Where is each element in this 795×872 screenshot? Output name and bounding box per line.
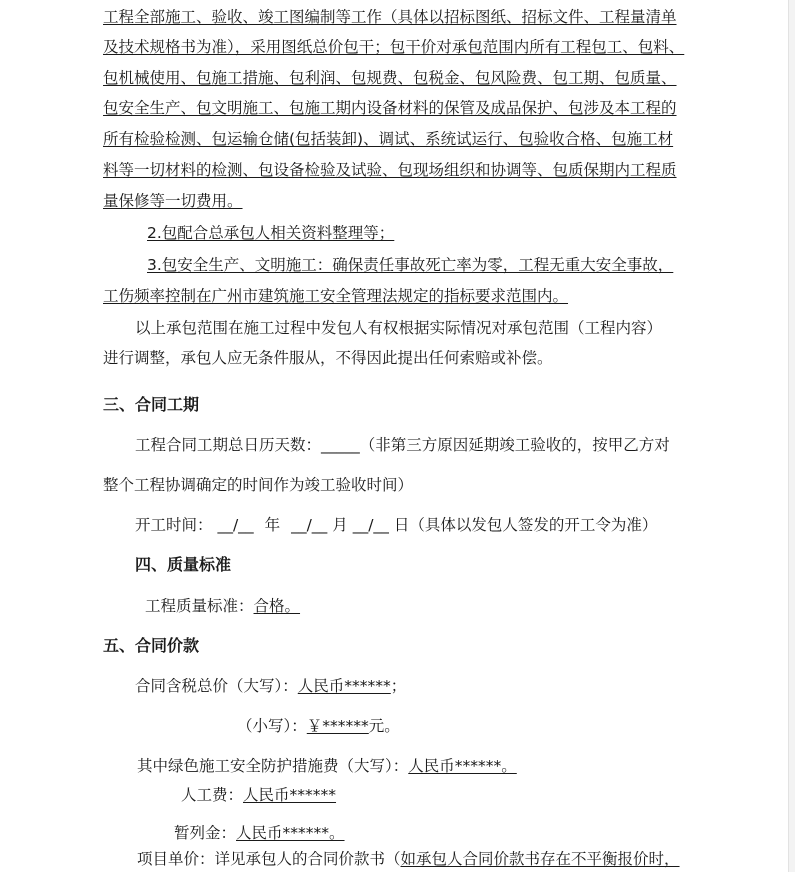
total-price-row bbox=[135, 676, 406, 696]
unit-price-row bbox=[137, 849, 680, 869]
start-blank-day: __/__ bbox=[352, 516, 389, 534]
duration-line-2: 整个工程协调确定的时间作为竣工验收时间） bbox=[103, 476, 414, 494]
total-price-label: 合同含税总价（大写）： bbox=[135, 677, 298, 695]
green-fee-value: 人民币******。 bbox=[408, 757, 517, 775]
start-blank-year: __/__ bbox=[217, 516, 254, 534]
scope-line-7: 量保修等一切费用。 bbox=[103, 192, 243, 210]
start-label: 开工时间： bbox=[135, 516, 213, 534]
section-5-heading: 五、合同价款 bbox=[103, 636, 200, 655]
item-3-line-1: 3.包安全生产、文明施工：确保责任事故死亡率为零，工程无重大安全事故， bbox=[147, 256, 674, 274]
scope-line-1: 工程全部施工、验收、竣工图编制等工作（具体以招标图纸、招标文件、工程量清单 bbox=[103, 8, 677, 26]
section-4-heading: 四、质量标准 bbox=[135, 555, 232, 574]
quality-value: 合格。 bbox=[253, 597, 301, 615]
provisional-value: 人民币******。 bbox=[236, 824, 345, 842]
quality-row bbox=[145, 596, 300, 616]
unit-price-value: 如承包人合同价款书存在不平衡报价时， bbox=[400, 850, 680, 868]
labor-fee-row bbox=[181, 785, 336, 805]
green-fee-label: 其中绿色施工安全防护措施费（大写）： bbox=[137, 757, 409, 775]
green-fee-row bbox=[137, 756, 517, 776]
adjust-line-2: 进行调整，承包人应无条件服从，不得因此提出任何索赔或补偿。 bbox=[103, 349, 553, 367]
item-3-line-2: 工伤频率控制在广州市建筑施工安全管理法规定的指标要求范围内。 bbox=[103, 287, 569, 305]
item-2: 2.包配合总承包人相关资料整理等； bbox=[147, 224, 395, 242]
adjust-line-1: 以上承包范围在施工过程中发包人有权根据实际情况对承包范围（工程内容） bbox=[135, 319, 663, 337]
start-year-label: 年 bbox=[264, 516, 281, 534]
unit-price-label: 项目单价：详见承包人的合同价款书（ bbox=[137, 850, 401, 868]
section-3-heading: 三、合同工期 bbox=[103, 395, 200, 414]
quality-label: 工程质量标准： bbox=[145, 597, 254, 615]
small-price-label: （小写）： bbox=[237, 717, 307, 735]
total-price-end: ； bbox=[390, 677, 407, 695]
provisional-label: 暂列金： bbox=[174, 824, 237, 842]
total-price-value: 人民币****** bbox=[297, 677, 391, 695]
start-date-row bbox=[135, 515, 657, 535]
small-price-end: 元。 bbox=[368, 717, 400, 735]
small-price-value: ￥****** bbox=[306, 717, 369, 735]
labor-fee-label: 人工费： bbox=[181, 786, 244, 804]
page-edge bbox=[788, 0, 795, 872]
start-blank-month: __/__ bbox=[291, 516, 328, 534]
start-day-label: 日（具体以发包人签发的开工令为准） bbox=[393, 516, 658, 534]
scope-line-4: 包安全生产、包文明施工、包施工期内设备材料的保管及成品保护、包涉及本工程的 bbox=[103, 99, 677, 117]
start-month-label: 月 bbox=[332, 516, 348, 534]
labor-fee-value: 人民币****** bbox=[243, 786, 337, 804]
scope-line-3: 包机械使用、包施工措施、包利润、包规费、包税金、包风险费、包工期、包质量、 bbox=[103, 69, 677, 87]
scope-line-5: 所有检验检测、包运输仓储(包括装卸)、调试、系统试运行、包验收合格、包施工材 bbox=[103, 130, 674, 148]
provisional-row bbox=[174, 823, 345, 843]
scope-line-2: 及技术规格书为准），采用图纸总价包干；包干价对承包范围内所有工程包工、包料、 bbox=[103, 38, 685, 56]
scope-line-6: 料等一切材料的检测、包设备检验及试验、包现场组织和协调等、包质保期内工程质 bbox=[103, 161, 677, 179]
small-price-row bbox=[237, 716, 400, 736]
duration-line-1: 工程合同工期总日历天数：_____（非第三方原因延期竣工验收的，按甲乙方对 bbox=[135, 436, 670, 454]
